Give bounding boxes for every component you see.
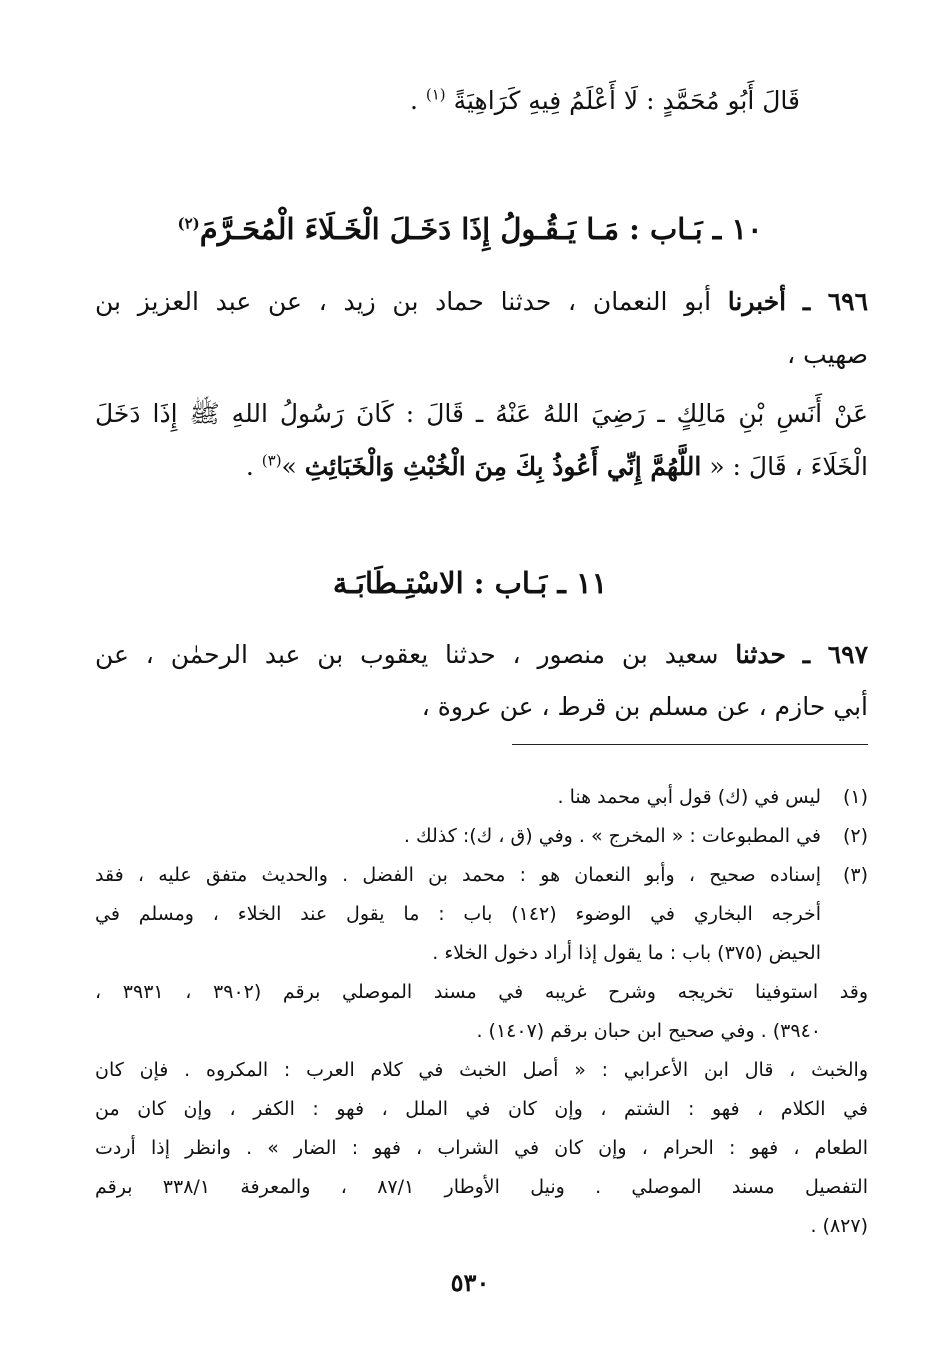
- hadith-696-line-4: [95, 452, 868, 481]
- page-number: ٥٣٠: [450, 1268, 490, 1297]
- hadith-696-line-4-start: الْخَلَاءَ ، قَالَ : «: [709, 452, 868, 481]
- footnote-1-text: ليس في (ك) قول أبي محمد هنا .: [557, 786, 821, 808]
- top-line-text: قَالَ أَبُو مُحَمَّدٍ : لَا أَعْلَمُ فِيهِ كَرَاهِيَةً: [453, 86, 800, 115]
- hadith-697-line-1: [95, 640, 868, 669]
- footnote-3-line-6: والخبث ، قال ابن الأعرابي : « أصل الخبث في كلام العرب : المكروه . فإن كان: [95, 1059, 868, 1081]
- hadith-696-number: ٦٩٦ ـ: [802, 287, 869, 316]
- hadith-696-line-3: [95, 398, 868, 435]
- footnote-3-line-3: الحيض (٣٧٥) باب : ما يقول إذا أراد دخول الخلاء .: [432, 942, 821, 964]
- footnote-1: [95, 786, 868, 814]
- hadith-697-lead: حدثنا: [735, 640, 786, 669]
- top-line-end: .: [409, 86, 418, 115]
- hadith-696-text: أبو النعمان ، حدثنا حماد بن زيد ، عن عبد العزيز بن: [95, 287, 712, 316]
- footnote-2-text: في المطبوعات : « المخرج » . وفي (ق ، ك): كذلك .: [403, 825, 821, 847]
- footnote-3-line-1: إسناده صحيح ، وأبو النعمان هو : محمد بن الفضل . والحديث متفق عليه ، فقد: [95, 864, 821, 886]
- footnote-2-mark: (٢): [842, 825, 868, 847]
- chapter-11-title: ١١ ـ بَـاب : الاسْتِـطَابَـة: [332, 566, 608, 600]
- hadith-696-line-1: [95, 287, 868, 316]
- footnote-3-line-9: التفصيل مسند الموصلي . ونيل الأوطار ٨٧/١ ، والمعرفة ٣٣٨/١ برقم: [95, 1176, 868, 1198]
- chapter-11-heading: [0, 566, 940, 600]
- footnote-3-line-10: (٨٢٧) .: [810, 1215, 868, 1237]
- hadith-696-line-2: [95, 340, 868, 369]
- hadith-696-line-3-text: عَنْ أَنَسِ بْنِ مَالِكٍ ـ رَضِيَ اللهُ عَنْهُ ـ قَالَ : كَانَ رَسُولُ اللهِ ﷺ إِذَا دَخَلَ: [95, 399, 868, 428]
- hadith-697-text: سعيد بن منصور ، حدثنا يعقوب بن عبد الرحمٰن ، عن: [95, 640, 719, 669]
- top-line: [140, 86, 800, 115]
- chapter-10-heading: [0, 212, 940, 246]
- footnote-3-line-8: الطعام ، فهو : الحرام ، وإن كان في الشراب ، فهو : الضار » . وانظر إذا أردت: [95, 1137, 868, 1159]
- footnote-ref-2: (٢): [177, 214, 200, 233]
- footnote-3-line-7: في الكلام ، فهو : الشتم ، وإن كان في الملل ، فهو : الكفر ، وإن كان من: [95, 1098, 868, 1120]
- footnote-ref-3: (٣): [261, 451, 282, 470]
- hadith-697-line-2: [95, 692, 868, 721]
- hadith-696-line-4-end: .: [245, 452, 254, 481]
- hadith-696-line-2-text: صهيب ،: [787, 340, 868, 369]
- hadith-696-lead: أخبرنا: [727, 287, 787, 316]
- hadith-696-quote-close: »: [281, 452, 297, 481]
- footnote-1-mark: (١): [842, 786, 868, 808]
- hadith-697-number: ٦٩٧ ـ: [802, 640, 869, 669]
- footnote-3-line-5: ٣٩٤٠) . وفي صحيح ابن حبان برقم (١٤٠٧) .: [476, 1020, 821, 1042]
- footnote-separator: [512, 744, 868, 745]
- footnote-3-line-2: أخرجه البخاري في الوضوء (١٤٢) باب : ما يقول عند الخلاء ، ومسلم في: [95, 903, 821, 925]
- footnote-3-line-4: وقد استوفينا تخريجه وشرح غريبه في مسند الموصلي برقم (٣٩٠٢ ، ٣٩٣١ ،: [95, 981, 868, 1003]
- footnote-3: [95, 864, 868, 1254]
- chapter-10-title: ١٠ ـ بَـاب : مَـا يَـقُـولُ إِذَا دَخَـلَ الْخَـلَاءَ الْمُحَـرَّمَ: [199, 212, 763, 246]
- hadith-696-quote: اللَّهُمَّ إِنِّي أَعُوذُ بِكَ مِنَ الْخُبْثِ وَالْخَبَائِثِ: [304, 452, 702, 481]
- footnote-2: [95, 825, 868, 853]
- footnote-ref-1: (١): [425, 85, 446, 104]
- footnote-3-mark: (٣): [842, 864, 868, 886]
- hadith-697-line-2-text: أبي حازم ، عن مسلم بن قرط ، عن عروة ،: [421, 692, 868, 721]
